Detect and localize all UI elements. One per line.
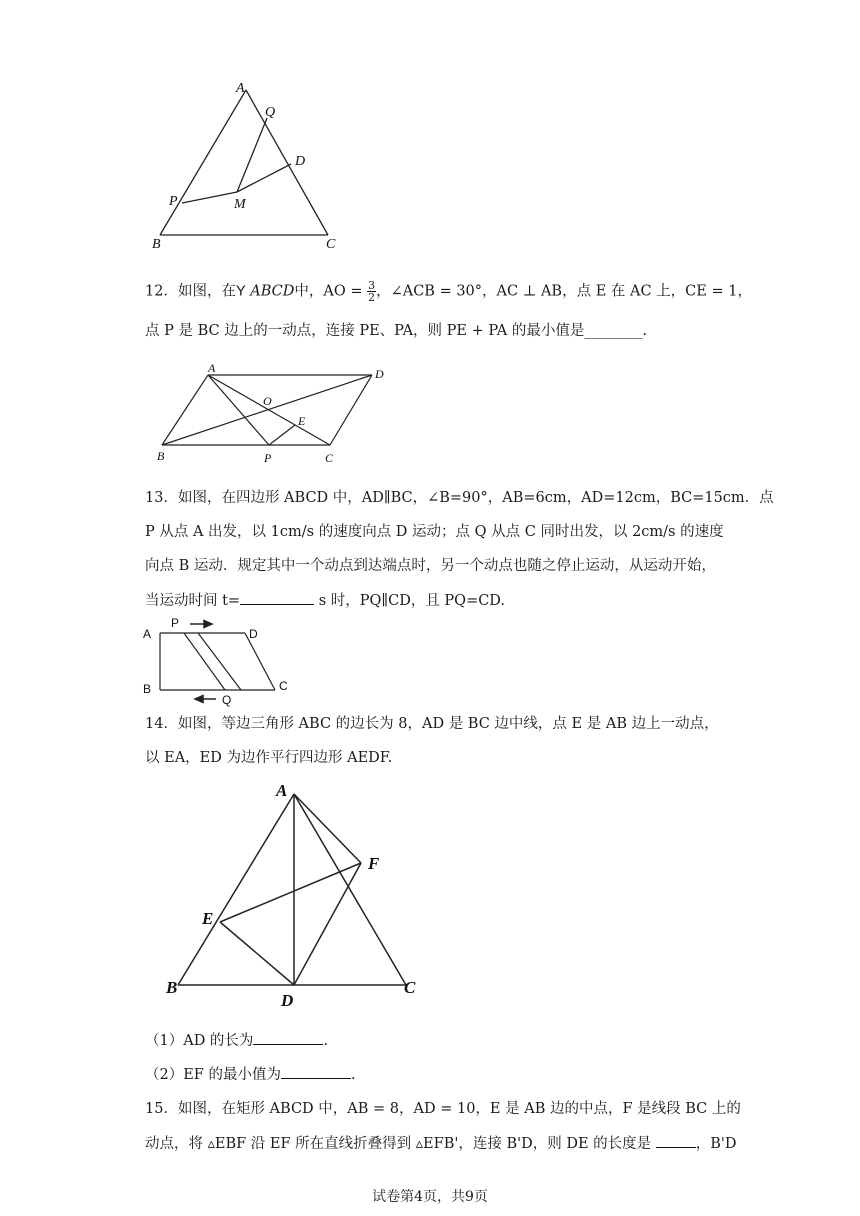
figure-q11	[140, 78, 350, 258]
fraction-3-2	[367, 280, 376, 303]
q14-sub1	[145, 1030, 725, 1051]
q15-line2	[145, 1133, 737, 1154]
label-d: D	[375, 367, 384, 381]
answer-blank	[281, 1064, 351, 1079]
label-q: Q	[265, 105, 276, 120]
label-e: E	[202, 909, 214, 928]
answer-blank	[240, 590, 314, 605]
q15-line1: 15．如图，在矩形 ABCD 中，AB = 8，AD = 10，E 是 AB 边的中点，F 是线段 BC 上的	[145, 1101, 741, 1117]
answer-blank	[253, 1030, 323, 1045]
parallelogram-abcd-diagram	[150, 360, 400, 470]
q12-para-name: ABCD	[250, 283, 295, 300]
q14-sub1-text: （1）AD 的长为	[145, 1033, 254, 1049]
label-f: F	[368, 854, 380, 873]
figure-q12	[150, 360, 400, 470]
q13-line3: 向点 B 运动．规定其中一个动点到达端点时，另一个动点也随之停止运动，从运动开始，	[145, 558, 716, 574]
q13-line4	[145, 590, 725, 611]
q15-text-b: ，B'D	[695, 1136, 737, 1152]
label-c: C	[326, 237, 336, 252]
label-b: B	[157, 449, 165, 463]
q12-text-b: 中，AO =	[294, 283, 363, 300]
q12-text-c: ，∠ACB = 30°，AC ⊥ AB，点 E 在 AC 上，CE = 1，	[376, 283, 752, 300]
label-d: D	[281, 991, 294, 1010]
q13-text-a: 当运动时间 t=	[145, 593, 241, 609]
label-p: P	[264, 451, 272, 465]
q12-text-a: 12．如图，在	[145, 283, 236, 300]
fraction-denominator: 2	[368, 291, 376, 304]
label-c: C	[404, 978, 416, 997]
label-a: A	[208, 361, 216, 375]
answer-blank	[656, 1133, 696, 1148]
q14-sub1-end: .	[323, 1033, 329, 1049]
figure-q14	[160, 776, 430, 1010]
label-o: O	[263, 394, 272, 408]
label-a: A	[143, 627, 152, 641]
label-d: D	[295, 154, 306, 169]
trapezoid-abcd-diagram	[140, 614, 310, 707]
q13-line1: 13．如图，在四边形 ABCD 中，AD∥BC，∠B=90°，AB=6cm，AD=12cm，BC=15cm．点	[145, 490, 774, 506]
fraction-numerator: 3	[368, 279, 376, 292]
q14-sub2-text: （2）EF 的最小值为	[145, 1067, 281, 1083]
label-m: M	[234, 197, 246, 212]
q14-sub2	[145, 1064, 725, 1085]
label-p: P	[169, 194, 178, 209]
q12-line2: 点 P 是 BC 边上的一动点，连接 PE、PA，则 PE + PA 的最小值是________.	[145, 323, 647, 339]
label-e: E	[298, 414, 306, 428]
q14-line1: 14．如图，等边三角形 ABC 的边长为 8，AD 是 BC 边中线，点 E 是 AB 边上一动点，	[145, 716, 719, 732]
label-q: Q	[222, 693, 232, 707]
label-p: P	[171, 616, 180, 630]
label-b: B	[152, 237, 161, 252]
label-d: D	[249, 627, 258, 641]
label-c: C	[325, 451, 334, 465]
page-footer: 试卷第4页，共9页	[372, 1189, 488, 1205]
label-c: C	[279, 679, 288, 693]
q14-sub2-end: .	[350, 1067, 356, 1083]
q14-line2: 以 EA，ED 为边作平行四边形 AEDF.	[145, 750, 393, 766]
label-a: A	[236, 81, 245, 96]
q12-line1	[145, 279, 752, 304]
q13-text-b: s 时，PQ∥CD，且 PQ=CD.	[314, 593, 506, 609]
triangle-abc-diagram	[140, 78, 350, 258]
label-a: A	[276, 781, 288, 800]
label-b: B	[143, 682, 152, 696]
parallelogram-symbol: Y	[235, 283, 246, 300]
q15-text-a: 动点，将 ▵EBF 沿 EF 所在直线折叠得到 ▵EFB'，连接 B'D，则 DE 的长度是	[145, 1136, 656, 1152]
q13-line2: P 从点 A 出发，以 1cm/s 的速度向点 D 运动；点 Q 从点 C 同时出发，以 2cm/s 的速度	[145, 524, 724, 540]
figure-q13	[140, 614, 310, 707]
label-b: B	[166, 978, 178, 997]
equilateral-triangle-diagram	[160, 776, 430, 1010]
